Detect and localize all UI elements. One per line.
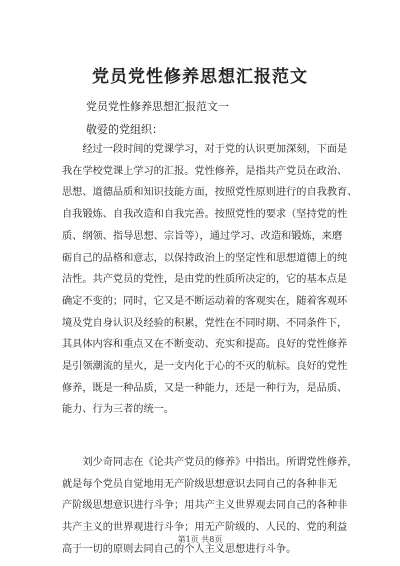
- salutation: 敬爱的党组织：: [86, 123, 163, 136]
- paragraph-line: 我在学校党课上学习的汇报。党性修养，是指共产党员在政治、: [62, 165, 348, 177]
- paragraph-line: 思想、道德品质和知识技能方面，按照党性原则进行的自我教育、: [62, 187, 358, 199]
- paragraph-line: 共产主义的世界观进行斗争；用无产阶级的、人民的、党的利益: [62, 522, 348, 534]
- paragraph-line: 能力、行为三者的统一。: [62, 404, 175, 416]
- document-title: 党员党性修养思想汇报范文: [92, 67, 308, 87]
- paragraph-line: 砺自己的品格和意志，以保持政治上的坚定性和思想道德上的纯: [62, 252, 348, 264]
- paragraph-line: 质、纲领、指导思想、宗旨等），通过学习、改造和锻炼，来磨: [62, 230, 343, 242]
- paragraph-line: 其具体内容和重点又在不断变动、充实和提高。良好的党性修养: [62, 339, 348, 351]
- paragraph-line: 是引领潮流的星火，是一支内化于心的不灭的航标。良好的党性: [62, 361, 348, 373]
- paragraph-line: 境及党自身认识及经验的积累，党性在不同时期、不同条件下，: [62, 317, 348, 329]
- document-subtitle: 党员党性修养思想汇报范文一: [86, 100, 229, 113]
- paragraph-line: 刘少奇同志在《论共产党员的修养》中指出。所谓党性修养，: [62, 457, 358, 468]
- paragraph-line: 确定不变的；同时，它又是不断运动着的客观实在，随着客观环: [62, 295, 348, 307]
- paragraph-line: 自我锻炼、自我改造和自我完善。按照党性的要求（坚持党的性: [62, 209, 348, 221]
- paragraph-1: [62, 139, 358, 421]
- page-footer: 第1页 共8页: [177, 535, 223, 544]
- paragraph-line: 洁性。共产党员的党性，是由党的性质所决定的，它的基本点是: [62, 274, 348, 286]
- paragraph-line: 产阶级思想意识进行斗争；用共产主义世界观去同自己的各种非: [62, 500, 348, 512]
- paragraph-line: 修养，既是一种品质，又是一种能力，还是一种行为，是品质、: [62, 382, 348, 394]
- paragraph-line: 经过一段时间的党课学习，对于党的认识更加深刻，下面是: [62, 144, 348, 155]
- paragraph-line: 高于一切的原则去同自己的个人主义思想进行斗争。: [62, 543, 297, 555]
- paragraph-line: 就是每个党员自觉地用无产阶级思想意识去同自己的各种非无: [62, 478, 338, 490]
